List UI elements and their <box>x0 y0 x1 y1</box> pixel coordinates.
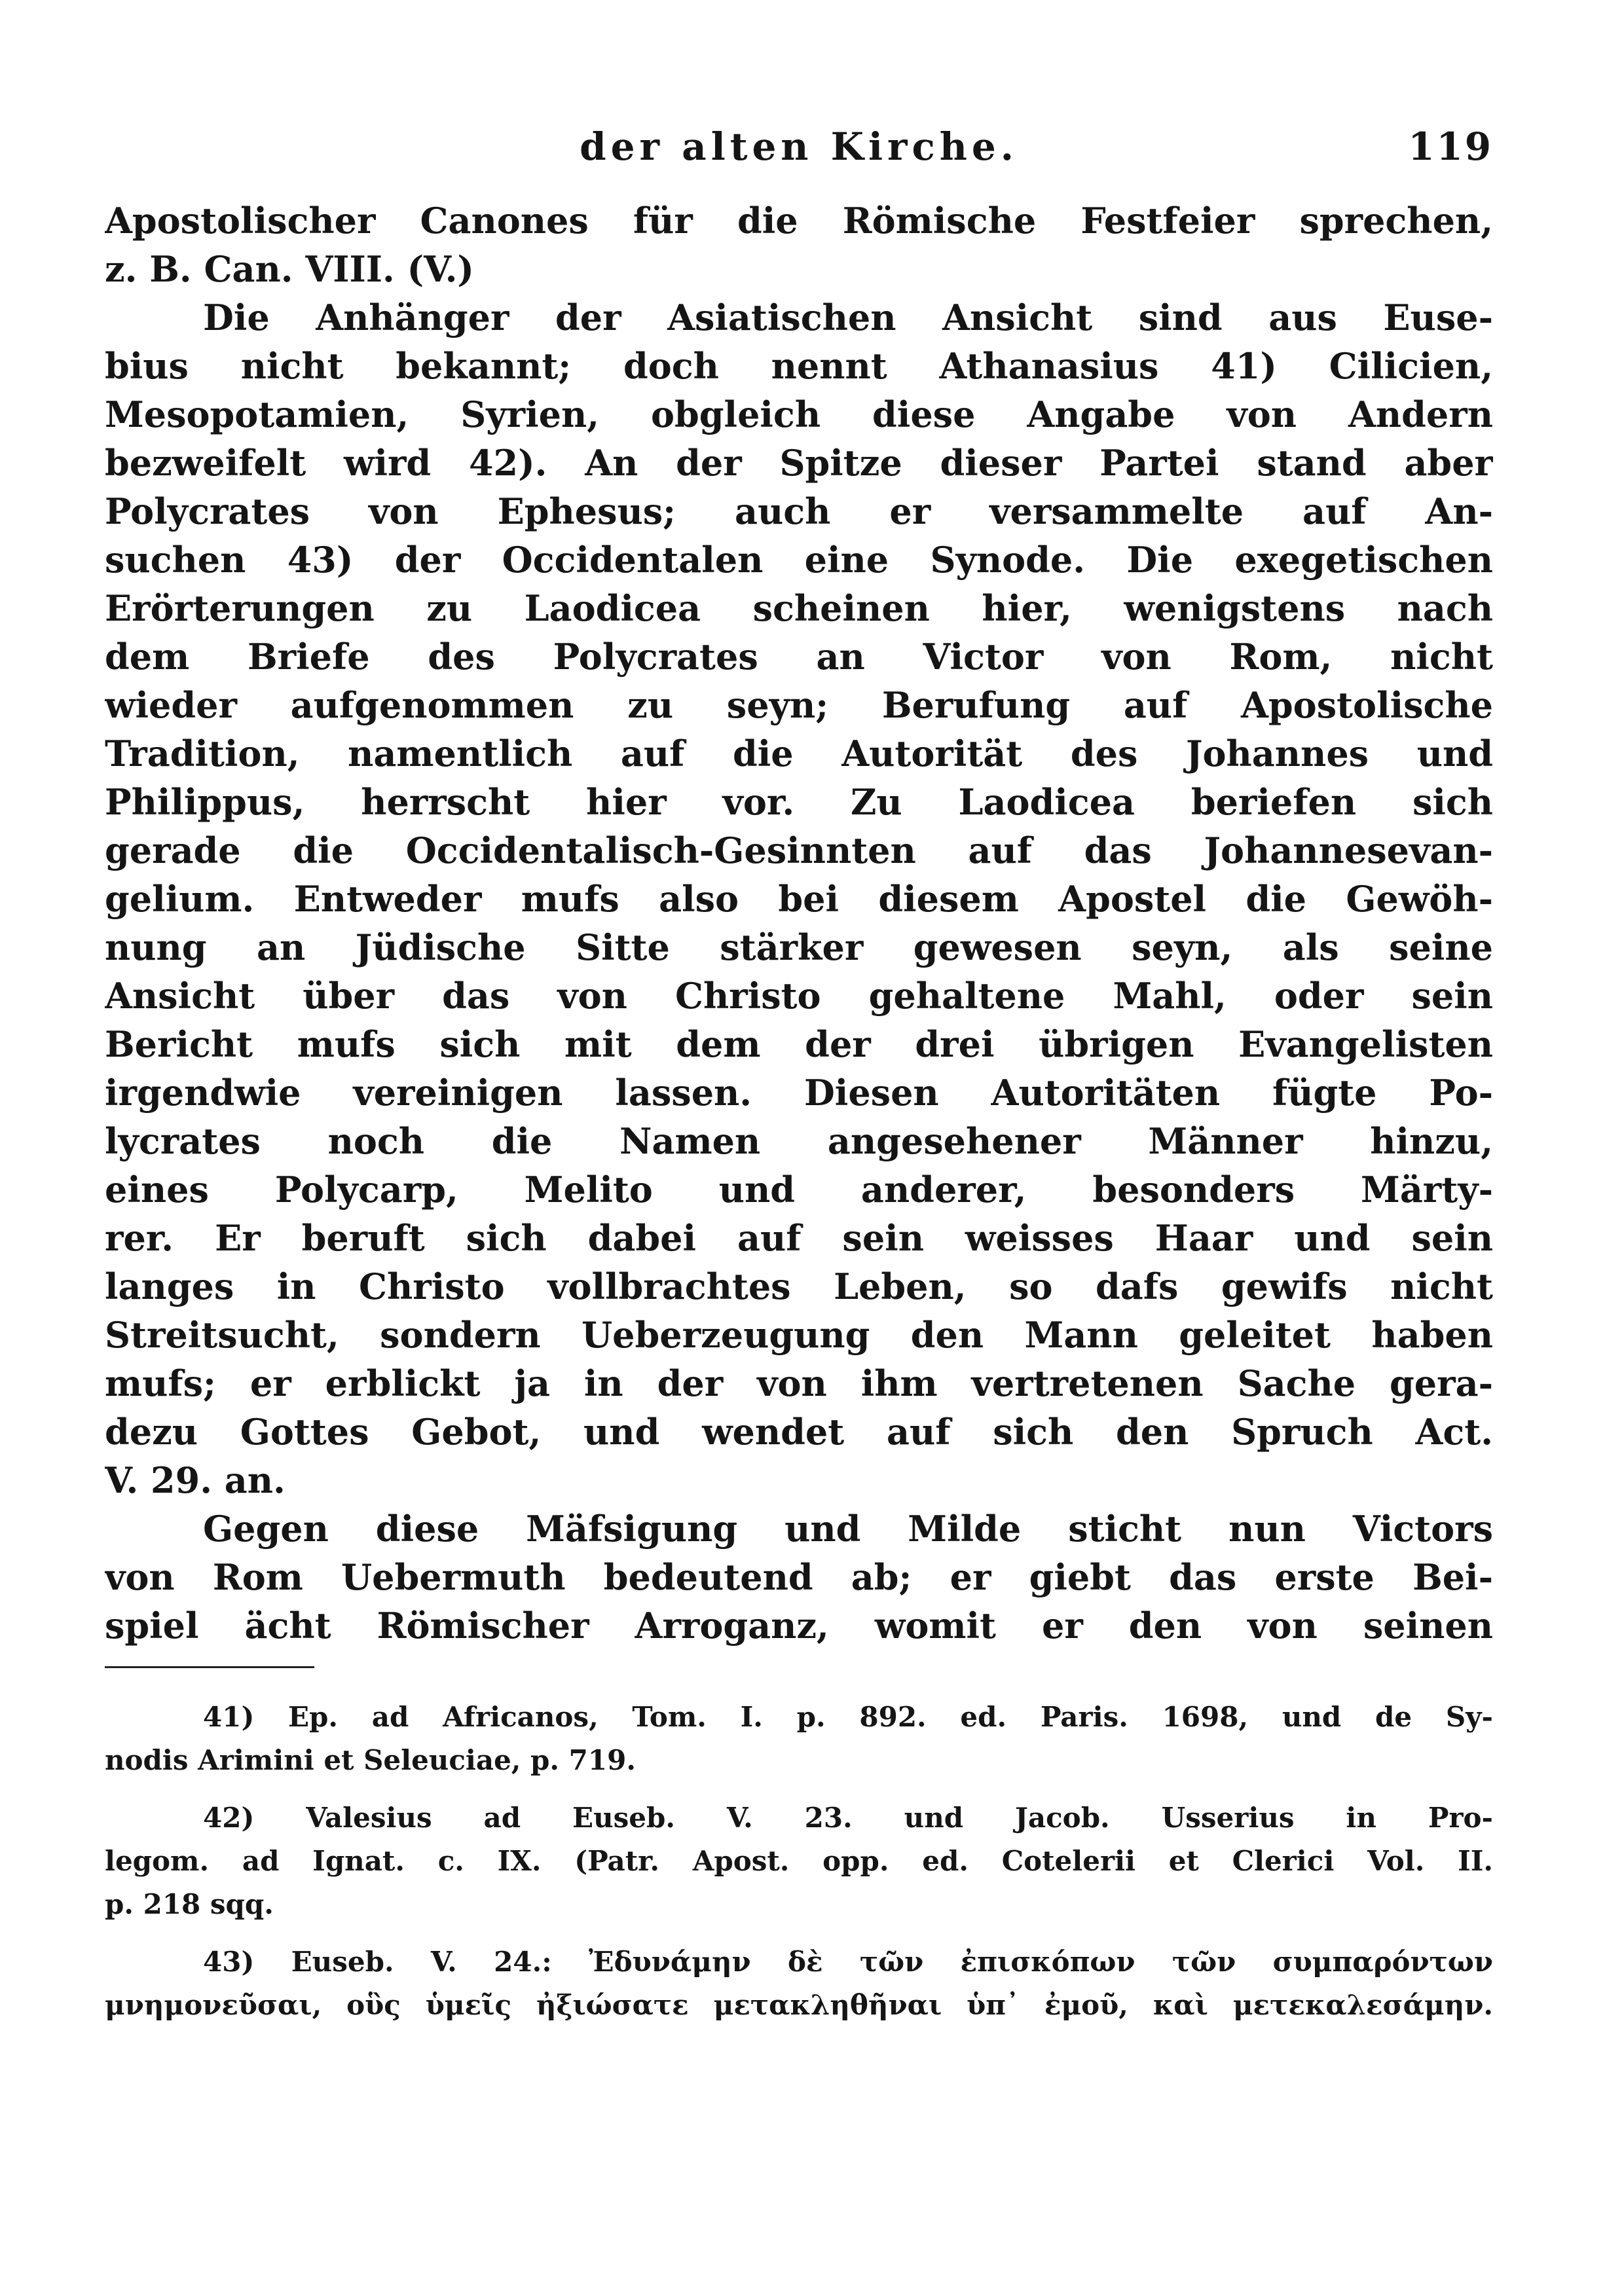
footnote-line: 41) Ep. ad Africanos, Tom. I. p. 892. ed. Paris. 1698, und de Sy- <box>203 1701 1493 1733</box>
text-line: suchen 43) der Occidentalen eine Synode. Die exegetischen <box>105 539 1493 581</box>
text-line: bezweifelt wird 42). An der Spitze dieser Partei stand aber <box>105 442 1493 484</box>
text-line: bius nicht bekannt; doch nennt Athanasius 41) Cilicien, <box>105 345 1493 387</box>
text-line: Tradition, namentlich auf die Autorität des Johannes und <box>105 733 1493 774</box>
footnote-41 <box>105 1696 1493 1782</box>
text-line: rer. Er beruft sich dabei auf sein weisses Haar und sein <box>105 1217 1493 1259</box>
text-line: Gegen diese Mäfsigung und Milde sticht nun Victors <box>203 1508 1493 1550</box>
footnote-separator <box>105 1666 314 1668</box>
text-line: irgendwie vereinigen lassen. Diesen Autoritäten fügte Po- <box>105 1072 1493 1114</box>
text-line: spiel ächt Römischer Arroganz, womit er den von seinen <box>105 1605 1493 1647</box>
text-line: langes in Christo vollbrachtes Leben, so dafs gewifs nicht <box>105 1266 1493 1307</box>
text-line: z. B. Can. VIII. (V.) <box>105 248 474 290</box>
text-line: Ansicht über das von Christo gehaltene Mahl, oder sein <box>105 975 1493 1017</box>
text-line: Streitsucht, sondern Ueberzeugung den Mann geleitet haben <box>105 1314 1493 1356</box>
text-line: Die Anhänger der Asiatischen Ansicht sind aus Euse- <box>203 297 1493 338</box>
footnote-42 <box>105 1796 1493 1926</box>
running-title: der alten Kirche. <box>580 124 1018 169</box>
footnote-line: p. 218 sqq. <box>105 1888 274 1920</box>
text-line: mufs; er erblickt ja in der von ihm vertretenen Sache gera- <box>105 1362 1493 1404</box>
text-line: Bericht mufs sich mit dem der drei übrigen Evangelisten <box>105 1023 1493 1065</box>
footnote-43 <box>105 1941 1493 2027</box>
text-line: nung an Jüdische Sitte stärker gewesen seyn, als seine <box>105 926 1493 968</box>
footnote-line: legom. ad Ignat. c. IX. (Patr. Apost. opp. ed. Cotelerii et Clerici Vol. II. <box>105 1845 1493 1877</box>
running-header <box>105 124 1493 183</box>
text-line: eines Polycarp, Melito und anderer, besonders Märty- <box>105 1169 1493 1211</box>
footnote-line: nodis Arimini et Seleuciae, p. 719. <box>105 1744 636 1776</box>
text-line: V. 29. an. <box>105 1459 286 1501</box>
text-line: Mesopotamien, Syrien, obgleich diese Angabe von Andern <box>105 393 1493 435</box>
text-line: Polycrates von Ephesus; auch er versammelte auf An- <box>105 490 1493 532</box>
footnotes <box>105 1696 1493 2041</box>
text-line: gerade die Occidentalisch-Gesinnten auf das Johannesevan- <box>105 829 1493 871</box>
text-line: Apostolischer Canones für die Römische Festfeier sprechen, <box>105 200 1493 242</box>
text-line: Erörterungen zu Laodicea scheinen hier, wenigstens nach <box>105 587 1493 629</box>
text-line: dem Briefe des Polycrates an Victor von Rom, nicht <box>105 636 1493 678</box>
text-line: wieder aufgenommen zu seyn; Berufung auf Apostolische <box>105 684 1493 726</box>
footnote-line: 43) Euseb. V. 24.: Ἐδυνάμην δὲ τῶν ἐπισκόπων τῶν συμπαρόντων <box>203 1946 1493 1978</box>
main-text <box>105 196 1493 1650</box>
footnote-line: 42) Valesius ad Euseb. V. 23. und Jacob. Usserius in Pro- <box>203 1802 1493 1834</box>
text-line: dezu Gottes Gebot, und wendet auf sich den Spruch Act. <box>105 1411 1493 1453</box>
page-number: 119 <box>1408 124 1493 169</box>
text-line: lycrates noch die Namen angesehener Männer hinzu, <box>105 1120 1493 1162</box>
text-line: gelium. Entweder mufs also bei diesem Apostel die Gewöh- <box>105 878 1493 920</box>
text-line: Philippus, herrscht hier vor. Zu Laodicea beriefen sich <box>105 781 1493 823</box>
footnote-line: μνημονεῦσαι, οὓς ὑμεῖς ἠξιώσατε μετακληθῆναι ὑπ᾽ ἐμοῦ, καὶ μετεκαλεσάμην. <box>105 1989 1493 2021</box>
text-line: von Rom Uebermuth bedeutend ab; er giebt das erste Bei- <box>105 1556 1493 1598</box>
